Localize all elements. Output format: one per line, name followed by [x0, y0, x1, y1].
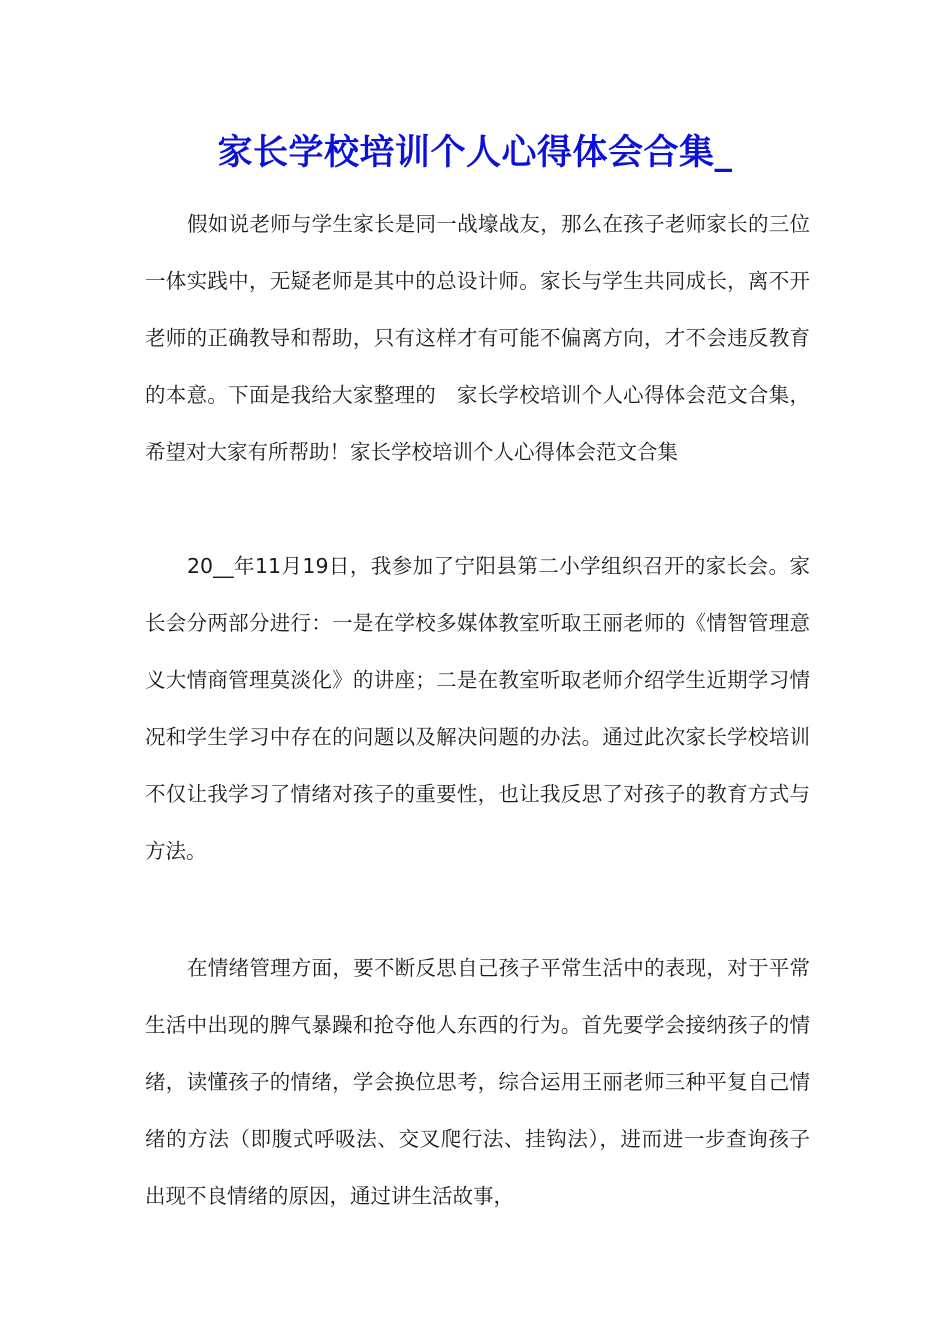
paragraph-meeting — [145, 538, 810, 880]
paragraph-text: 在情绪管理方面，要不断反思自己孩子平常生活中的表现，对于平常生活中出现的脾气暴躁和抢夺他人东西的行为。首先要学会接纳孩子的情绪，读懂孩子的情绪，学会换位思考，综合运用王丽老师三种平复自己情绪的方法（即腹式呼吸法、交叉爬行法、挂钩法），进而进一步查询孩子出现不良情绪的原因，通过讲生活故事， — [145, 956, 810, 1208]
paragraph-intro — [145, 196, 810, 481]
document-title: 家长学校培训个人心得体会合集_ — [217, 132, 733, 173]
paragraph-text: 假如说老师与学生家长是同一战壕战友，那么在孩子老师家长的三位一体实践中，无疑老师是其中的总设计师。家长与学生共同成长，离不开老师的正确教导和帮助，只有这样才有可能不偏离方向，才不会违反教育的本意。下面是我给大家整理的 家长学校培训个人心得体会范文合集，希望对大家有所帮助！家长学校培训个人心得体会范文合集 — [145, 212, 810, 464]
paragraph-text: 20__年11月19日，我参加了宁阳县第二小学组织召开的家长会。家长会分两部分进行：一是在学校多媒体教室听取王丽老师的《情智管理意义大情商管理莫淡化》的讲座；二是在教室听取老师介绍学生近期学习情况和学生学习中存在的问题以及解决问题的办法。通过此次家长学校培训不仅让我学习了情绪对孩子的重要性，也让我反思了对孩子的教育方式与方法。 — [145, 554, 810, 863]
paragraph-emotion-management — [145, 940, 810, 1225]
